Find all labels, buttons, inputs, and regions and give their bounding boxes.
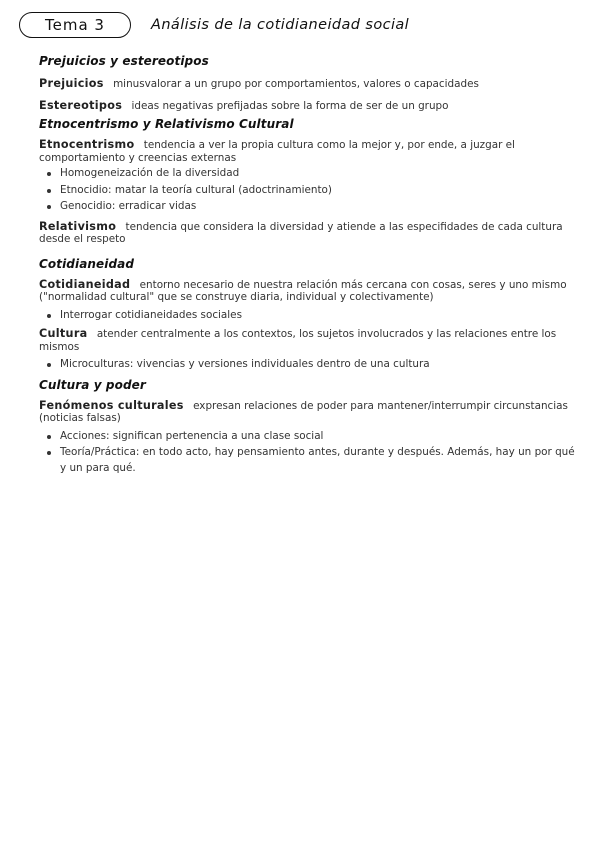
term-cultura: Cultura — [39, 327, 88, 340]
list-item: Homogeneización de la diversidad — [60, 165, 579, 182]
section-heading-etnocentrismo: Etnocentrismo y Relativismo Cultural — [39, 117, 294, 131]
definition-text: tendencia que considera la diversidad y atiende a las especifidades de cada cultura desde el respeto — [39, 220, 563, 245]
list-item: Genocidio: erradicar vidas — [60, 198, 579, 215]
term-prejuicios: Prejuicios — [39, 77, 104, 90]
bullet-list-etnocentrismo — [39, 165, 579, 215]
notes-content — [39, 53, 579, 476]
term-cotidianeidad: Cotidianeidad — [39, 277, 131, 291]
definition-relativismo — [39, 221, 579, 246]
term-relativismo: Relativismo — [39, 219, 117, 233]
list-item: Teoría/Práctica: en todo acto, hay pensamiento antes, durante y después. Además, hay un por qué y un para qué. — [60, 444, 579, 476]
definition-cultura — [39, 328, 579, 353]
section-heading-prejuicios: Prejuicios y estereotipos — [39, 54, 209, 68]
definition-etnocentrismo — [39, 139, 579, 164]
tema-badge: Tema 3 — [19, 12, 131, 38]
definition-text: atender centralmente a los contextos, los sujetos involucrados y las relaciones entre los mismos — [39, 328, 557, 353]
list-item: Interrogar cotidianeidades sociales — [60, 307, 579, 324]
definition-cotidianeidad — [39, 279, 579, 304]
definition-estereotipos — [39, 100, 579, 113]
page-title: Análisis de la cotidianeidad social — [151, 17, 410, 33]
list-item: Etnocidio: matar la teoría cultural (adoctrinamiento) — [60, 182, 579, 199]
section-heading-cotidianeidad: Cotidianeidad — [39, 256, 135, 271]
definition-text: entorno necesario de nuestra relación más cercana con cosas, seres y uno mismo ("normalidad cultural" que se construye diaria, individual y colectivamente) — [39, 278, 567, 303]
definition-text: minusvalorar a un grupo por comportamientos, valores o capacidades — [113, 78, 479, 90]
bullet-list-cotidianeidad — [39, 307, 579, 324]
bullet-list-cultura — [39, 356, 579, 373]
definition-prejuicios — [39, 78, 579, 91]
list-item: Acciones: significan pertenencia a una clase social — [60, 428, 579, 445]
bullet-list-poder — [39, 428, 579, 477]
term-etnocentrismo: Etnocentrismo — [39, 138, 135, 151]
section-heading-poder: Cultura y poder — [39, 377, 146, 392]
page-header — [19, 12, 409, 38]
term-estereotipos: Estereotipos — [39, 98, 123, 112]
definition-fenomenos — [39, 400, 579, 425]
definition-text: expresan relaciones de poder para mantener/interrumpir circunstancias (noticias falsas) — [39, 399, 568, 424]
definition-text: ideas negativas prefijadas sobre la forma de ser de un grupo — [131, 99, 449, 112]
definition-text: tendencia a ver la propia cultura como la mejor y, por ende, a juzgar el comportamiento y creencias externas — [39, 139, 515, 164]
list-item: Microculturas: vivencias y versiones individuales dentro de una cultura — [60, 356, 579, 373]
term-fenomenos-culturales: Fenómenos culturales — [39, 398, 184, 412]
